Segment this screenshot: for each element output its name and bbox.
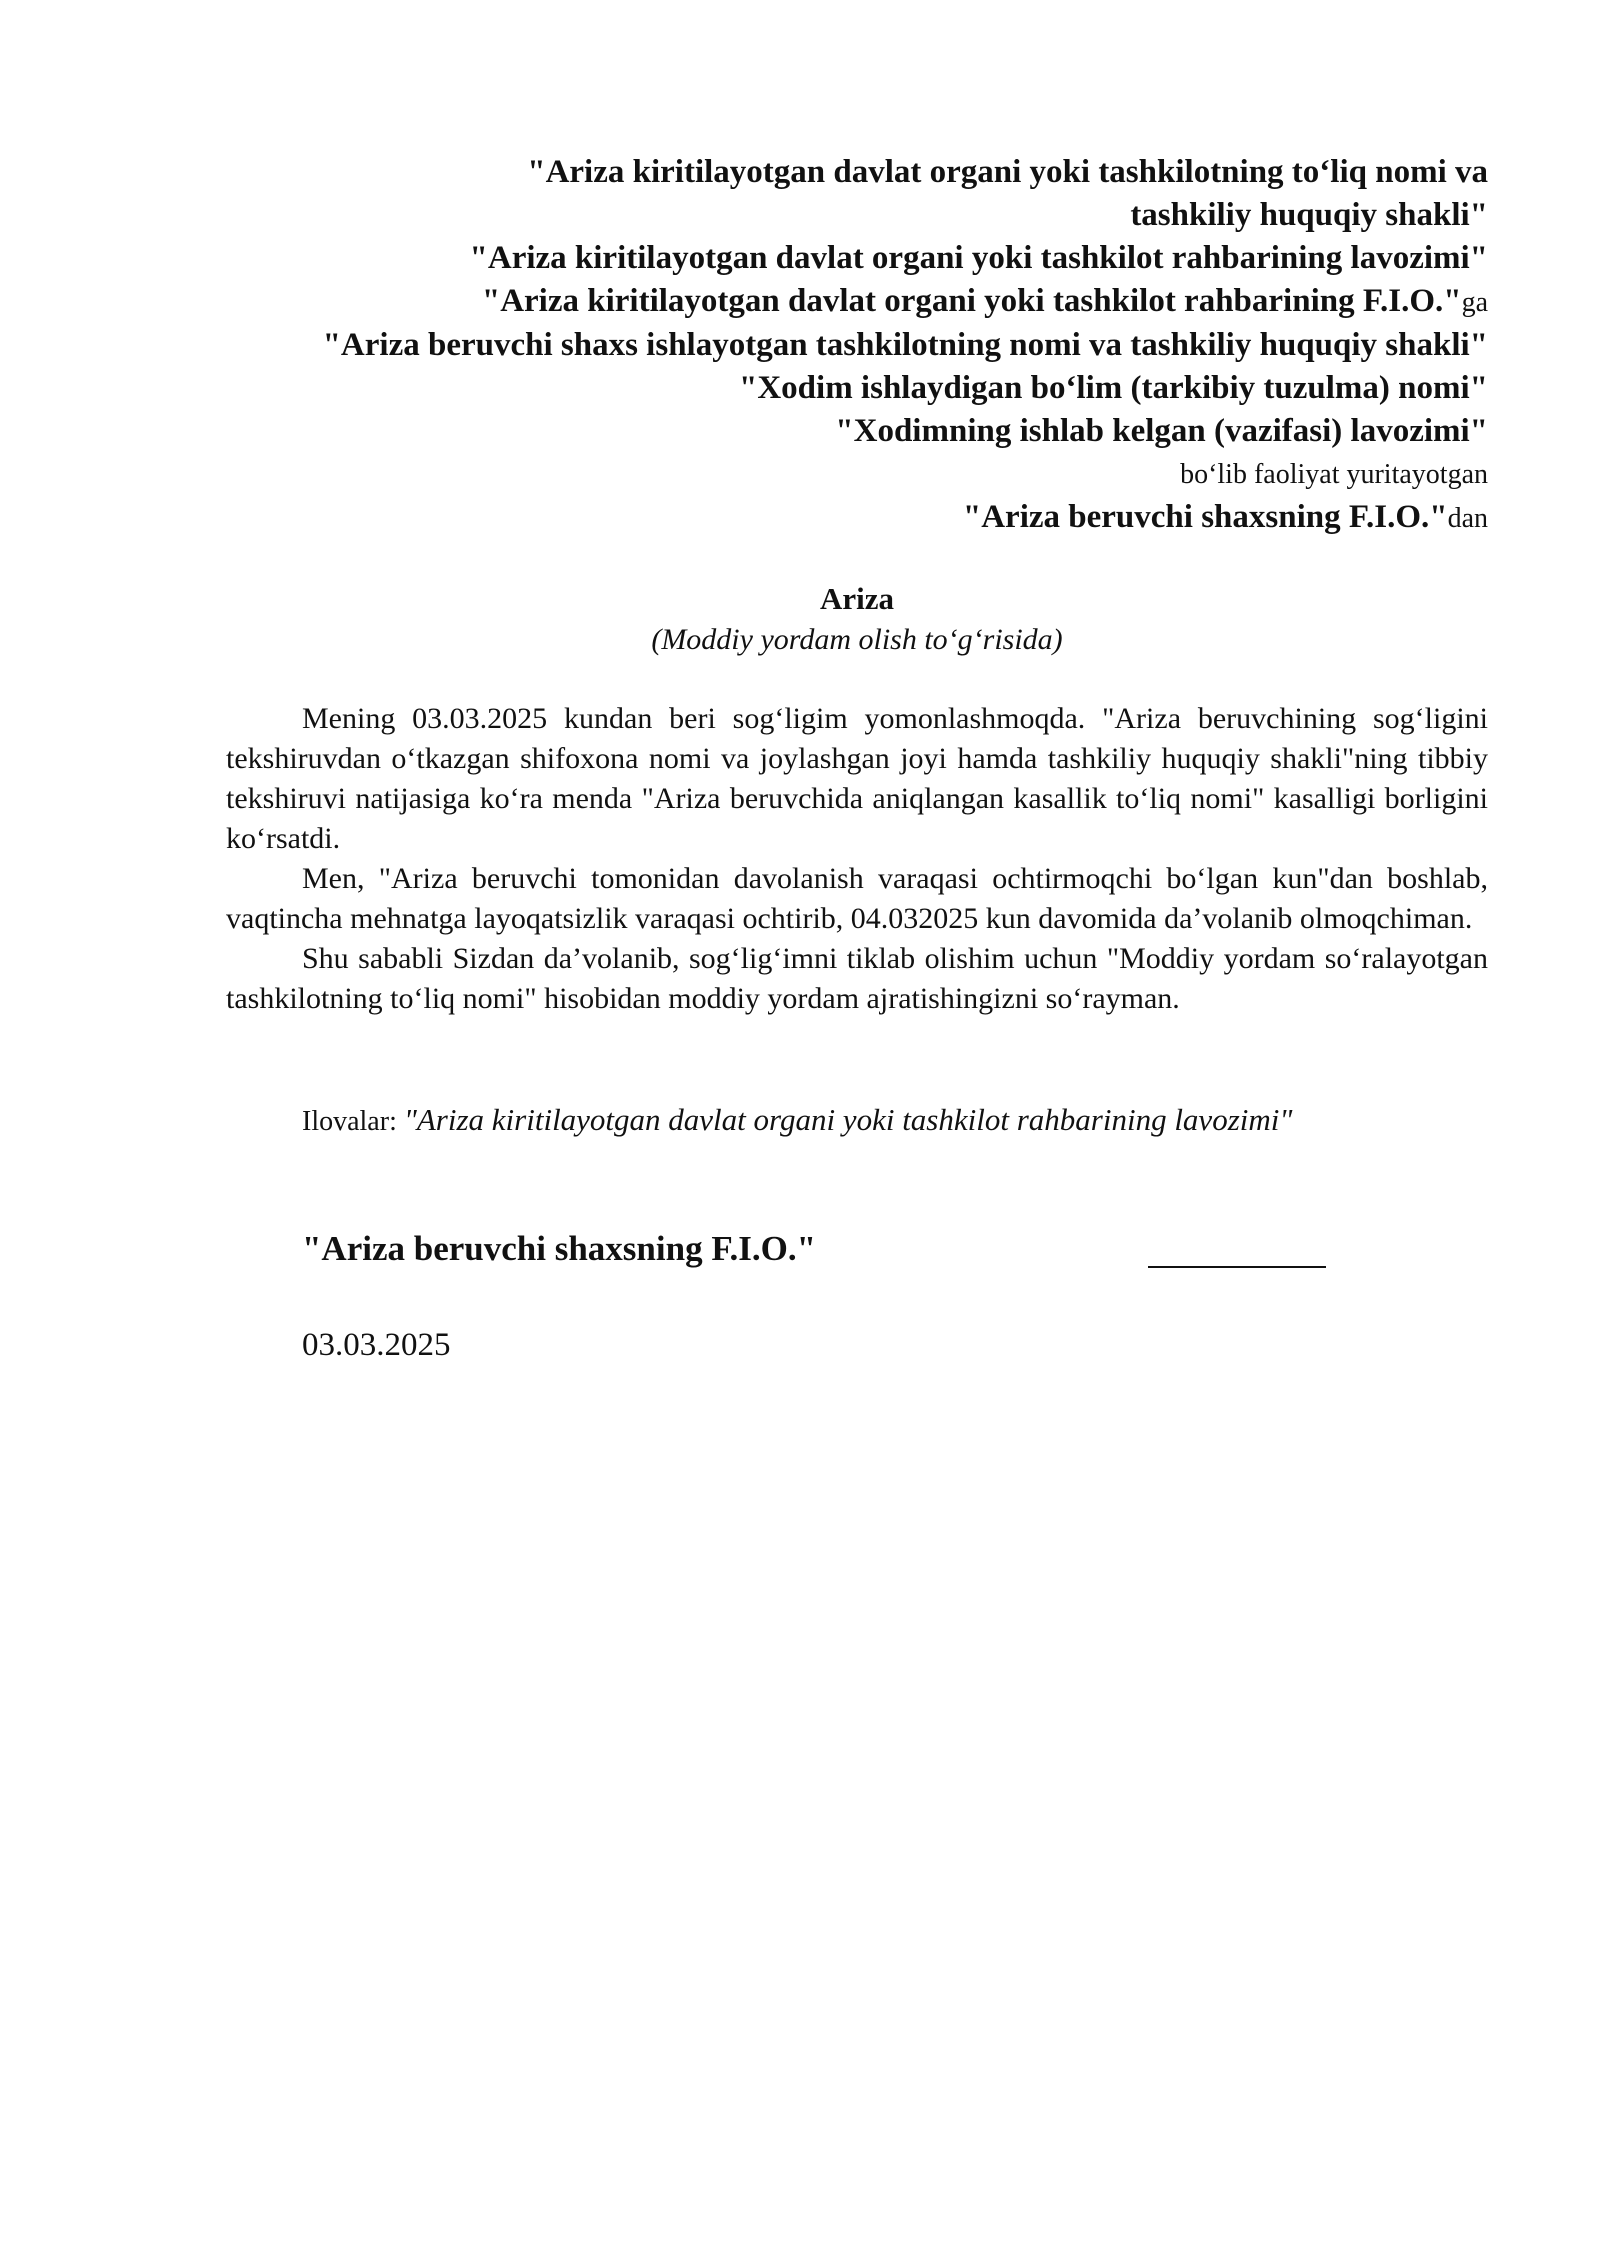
recipient-head-position: "Ariza kiritilayotgan davlat organi yoki tashkilot rahbarining lavozimi" (469, 240, 1488, 276)
body-paragraph-3: Shu sababli Sizdan da’volanib, sog‘lig‘imni tiklab olishim uchun "Moddiy yordam so‘ralayotgan tashkilotning to‘liq nomi" hisobidan moddiy yordam ajratishingizni so‘rayman. (226, 942, 1488, 1015)
recipient-head-name-line (226, 280, 1488, 324)
employee-department: "Xodim ishlaydigan bo‘lim (tarkibiy tuzulma) nomi" (739, 370, 1488, 406)
attachments-value: "Ariza kiritilayotgan davlat organi yoki tashkilot rahbarining lavozimi" (403, 1102, 1293, 1137)
recipient-org-line-2: tashkiliy huquqiy shakli" (1130, 197, 1488, 233)
signature-name: "Ariza beruvchi shaxsning F.I.O." (302, 1229, 817, 1268)
body-paragraph-2: Men, "Ariza beruvchi tomonidan davolanish varaqasi ochtirmoqchi bo‘lgan kun"dan boshlab, vaqtincha mehnatga layoqatsizlik varaqasi ochtirib, 04.032025 kun davomida da’volanib olmoqchiman. (226, 862, 1488, 935)
recipient-head-name-suffix: ga (1461, 287, 1488, 318)
attachments-line (302, 1100, 1292, 1142)
applicant-name-suffix: dan (1447, 503, 1488, 534)
employee-position: "Xodimning ishlab kelgan (vazifasi) lavozimi" (835, 413, 1488, 449)
body-paragraph-1: Mening 03.03.2025 kundan beri sog‘ligim yomonlashmoqda. "Ariza beruvchining sog‘ligini tekshiruvdan o‘tkazgan shifoxona nomi va joylashgan joyi hamda tashkiliy huquqiy shakli"ning tibbiy tekshiruvi natijasiga ko‘ra menda "Ariza beruvchida aniqlangan kasallik to‘liq nomi" kasalligi borligini ko‘rsatdi. (226, 702, 1488, 855)
working-as-text: bo‘lib faoliyat yuritayotgan (1180, 459, 1488, 490)
signature-line (1148, 1266, 1326, 1268)
recipient-org-line-1: "Ariza kiritilayotgan davlat organi yoki tashkilotning to‘liq nomi va (527, 154, 1488, 190)
document-subtitle: (Moddiy yordam olish to‘g‘risida) (651, 623, 1063, 656)
application-body (226, 699, 1488, 1019)
applicant-name-line (226, 496, 1488, 540)
addressee-block (226, 150, 1488, 540)
recipient-head-name: "Ariza kiritilayotgan davlat organi yoki tashkilot rahbarining F.I.O." (481, 283, 1462, 319)
document-date: 03.03.2025 (302, 1327, 451, 1363)
applicant-org: "Ariza beruvchi shaxs ishlayotgan tashkilotning nomi va tashkiliy huquqiy shakli" (322, 327, 1488, 363)
document-title: Ariza (819, 581, 895, 616)
applicant-name: "Ariza beruvchi shaxsning F.I.O." (962, 499, 1448, 535)
attachments-label: Ilovalar: (302, 1106, 397, 1137)
document-title-block (226, 578, 1488, 660)
